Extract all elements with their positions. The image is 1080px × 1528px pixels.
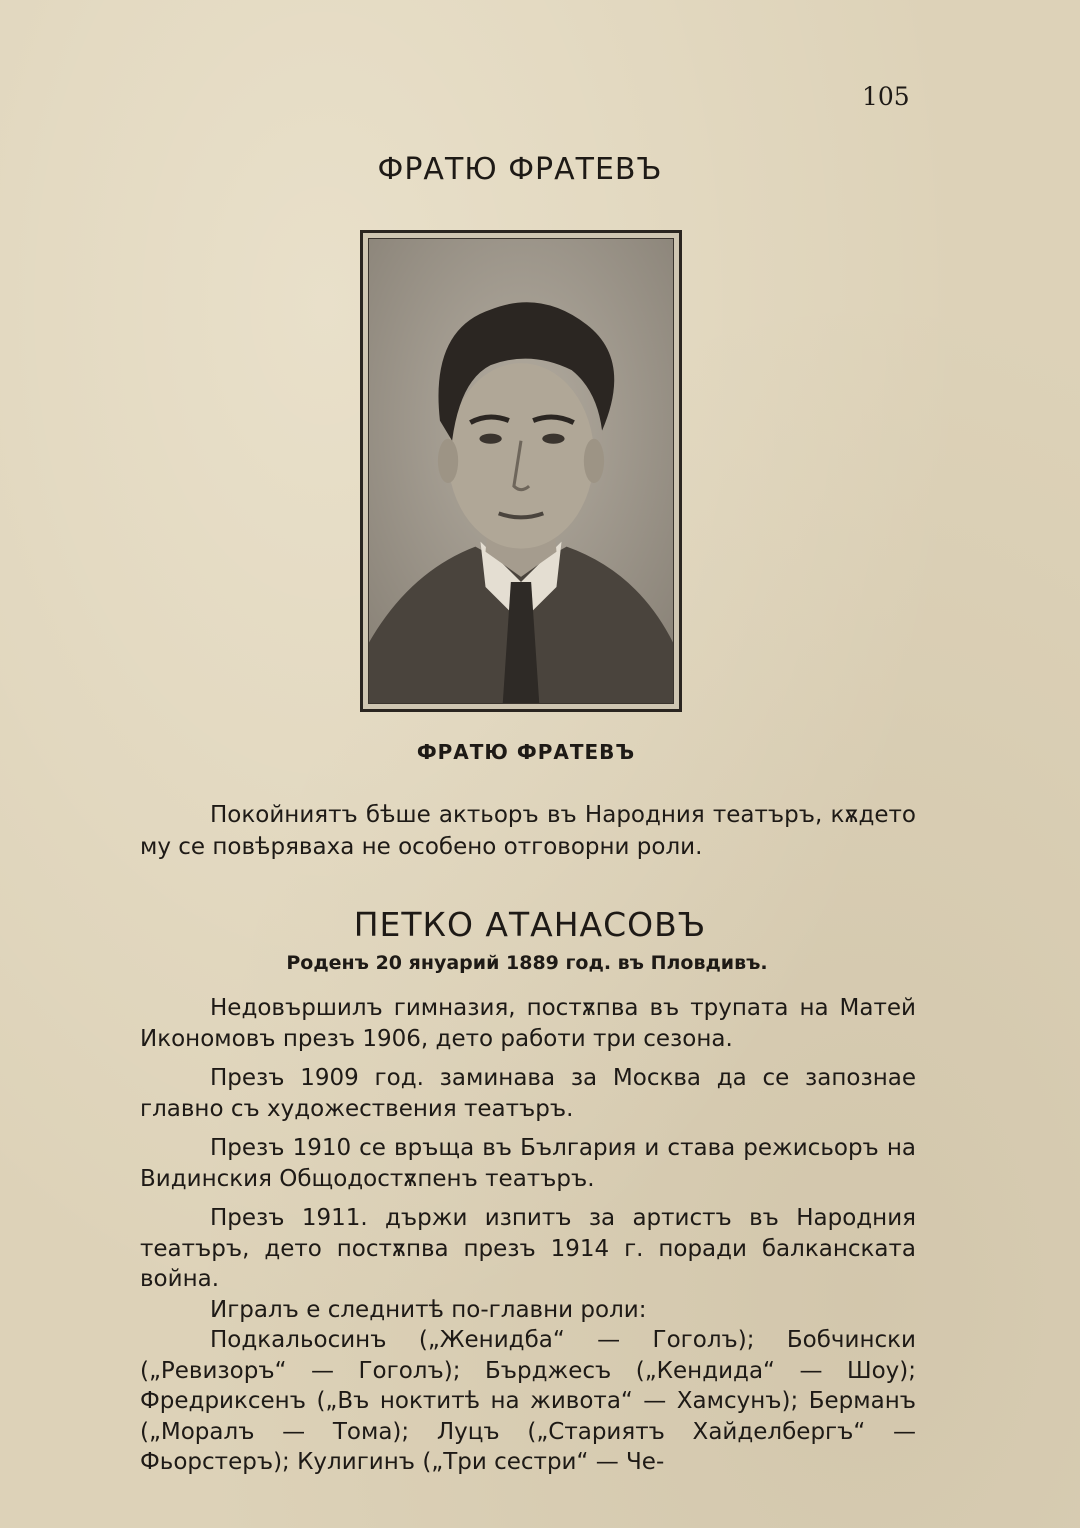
paragraph: Презъ 1910 се връща въ България и става режисьоръ на Видинския Общодостѫпенъ театъръ. bbox=[140, 1135, 916, 1192]
page-number: 105 bbox=[862, 82, 910, 111]
paragraph: Презъ 1911. държи изпитъ за артистъ въ Народния театъръ, дето постѫпва презъ 1914 г. поради балканската война. bbox=[140, 1205, 916, 1292]
paragraph: Презъ 1909 год. заминава за Москва да се запознае главно съ художествения театъръ. bbox=[140, 1065, 916, 1122]
portrait-photo bbox=[360, 230, 682, 712]
roles-paragraph: Подкальосинъ („Женидба“ — Гоголъ); Бобчински („Ревизоръ“ — Гоголъ); Бърджесъ („Кендида“ — Шоу); Фредриксенъ („Въ ноктитѣ на живота“ — Хамсунъ); Берманъ („Моралъ — Тома); Луцъ („Стариятъ Хайделбергъ“ — Фьорстеръ); Кулигинъ („Три сестри“ — Че- bbox=[140, 1327, 916, 1475]
atanasov-paragraph-block bbox=[140, 993, 916, 1478]
paragraph: Игралъ е следнитѣ по-главни роли: bbox=[210, 1296, 647, 1323]
fratev-paragraph: Покойниятъ бѣше актьоръ въ Народния театъръ, кѫдето му се повѣряваха не особено отговорни роли. bbox=[140, 802, 916, 860]
section-title-atanasov: ПЕТКО АТАНАСОВЪ bbox=[353, 905, 707, 944]
birth-info: Роденъ 20 януарий 1889 год. въ Пловдивъ. bbox=[286, 952, 768, 974]
paragraph: Недовършилъ гимназия, постѫпва въ трупата на Матей Икономовъ презъ 1906, дето работи три сезона. bbox=[140, 995, 916, 1052]
portrait-illustration bbox=[369, 239, 673, 703]
section-title-fratev: ФРАТЮ ФРАТЕВЪ bbox=[377, 152, 663, 187]
photo-caption: ФРАТЮ ФРАТЕВЪ bbox=[416, 740, 636, 764]
portrait-image bbox=[368, 238, 674, 704]
fratev-paragraph-block bbox=[140, 799, 916, 869]
